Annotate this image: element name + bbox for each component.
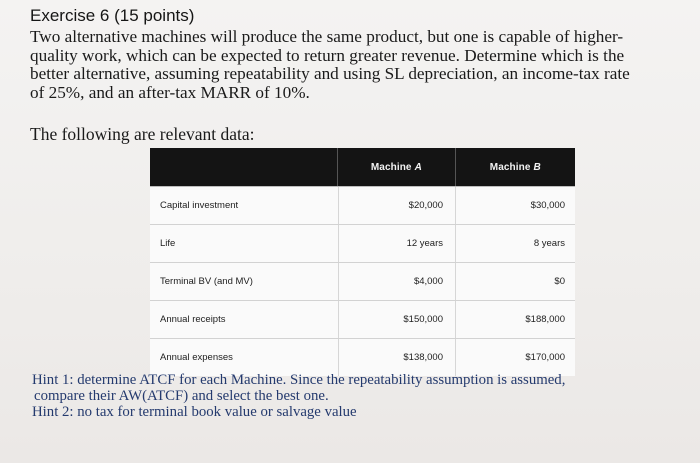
header-machine-b xyxy=(455,148,575,186)
problem-line: quality work, which can be expected to return greater revenue. Determine which is the xyxy=(30,45,625,65)
table-row xyxy=(150,262,575,300)
hint-2-line: Hint 2: no tax for terminal book value or salvage value xyxy=(32,404,357,421)
machine-b-value: $188,000 xyxy=(455,301,575,338)
table-row xyxy=(150,338,575,376)
machine-b-value: 8 years xyxy=(455,225,575,262)
hint-1-line: Hint 1: determine ATCF for each Machine. Since the repeatability assumption is assumed, xyxy=(32,372,566,388)
machine-a-value: $150,000 xyxy=(338,301,455,338)
problem-statement xyxy=(30,28,695,102)
row-label: Life xyxy=(160,238,176,249)
machine-a-value: $138,000 xyxy=(338,339,455,376)
problem-line: of 25%, and an after-tax MARR of 10%. xyxy=(30,82,310,102)
row-label: Annual expenses xyxy=(160,352,233,363)
header-label-cell xyxy=(150,148,337,186)
table-row xyxy=(150,186,575,224)
header-machine-a xyxy=(337,148,454,186)
row-label: Annual receipts xyxy=(160,314,226,325)
header-machine-a-letter: A xyxy=(414,161,422,173)
header-machine-b-letter: B xyxy=(533,161,541,173)
machine-data-table xyxy=(150,148,575,376)
header-machine-b-name: Machine xyxy=(489,161,531,173)
machine-a-value: 12 years xyxy=(338,225,455,262)
problem-line: Two alternative machines will produce the same product, but one is capable of higher- xyxy=(30,27,624,46)
problem-line: better alternative, assuming repeatability and using SL depreciation, an income-tax rate xyxy=(30,64,630,83)
row-label: Terminal BV (and MV) xyxy=(160,276,253,287)
table-row xyxy=(150,300,575,338)
row-label: Capital investment xyxy=(160,200,239,211)
machine-b-value: $170,000 xyxy=(455,339,575,376)
data-intro: The following are relevant data: xyxy=(30,124,255,144)
hints-block xyxy=(32,372,692,421)
table-row xyxy=(150,224,575,262)
hint-1-continuation: compare their AW(ATCF) and select the best one. xyxy=(34,388,329,405)
machine-b-value: $0 xyxy=(455,263,575,300)
exercise-title: Exercise 6 (15 points) xyxy=(30,6,195,25)
machine-a-value: $4,000 xyxy=(338,263,455,300)
header-machine-a-name: Machine xyxy=(370,161,412,173)
table-header xyxy=(150,148,575,186)
machine-b-value: $30,000 xyxy=(455,187,575,224)
machine-a-value: $20,000 xyxy=(338,187,455,224)
